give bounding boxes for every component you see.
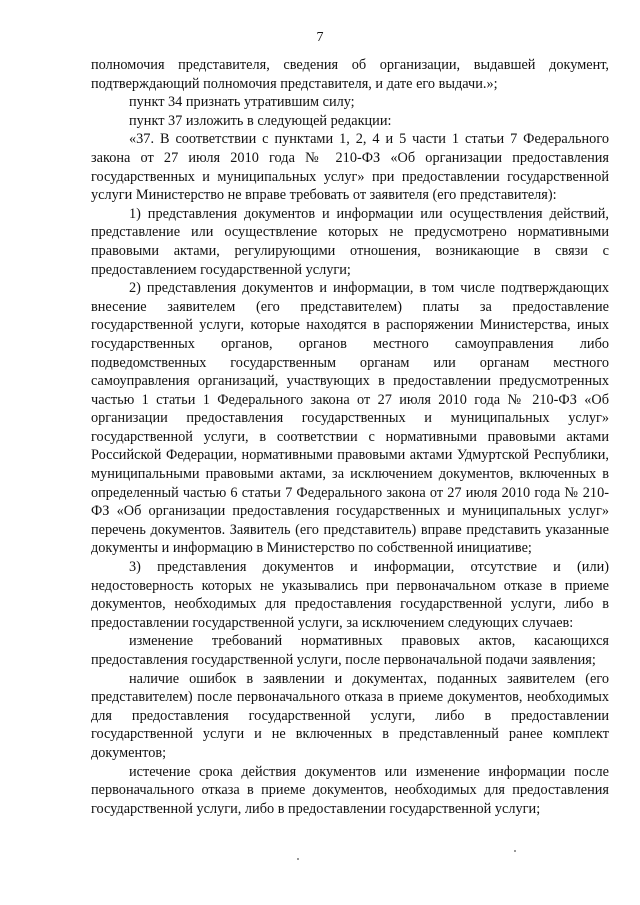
document-body: [91, 56, 609, 818]
paragraph-item-37-intro: пункт 37 изложить в следующей редакции:: [129, 112, 392, 129]
paragraph-case-3: истечение срока действия документов или изменение информации после первоначального отказа в приеме документов, необходимых для предоставления государственной услуги, либо в предоставлении государственной услуги;: [91, 763, 609, 817]
paragraph-case-1: изменение требований нормативных правовых актов, касающихся предоставления государственной услуги, после первоначальной подачи заявления;: [91, 633, 609, 668]
paragraph-clause-37: «37. В соответствии с пунктами 1, 2, 4 и 5 части 1 статьи 7 Федерального закона от 27 июля 2010 года № 210-ФЗ «Об организации предоставления государственных и муниципальных услуг» при предоставлении государственной услуги Министерство не вправе требовать от заявителя (его представителя):: [91, 131, 609, 204]
paragraph-subitem-3: 3) представления документов и информации, отсутствие и (или) недостоверность которых не указывались при первоначальном отказе в приеме документов, необходимых для предоставления государственной услуги, либо в предоставлении государственной услуги, за исключением следующих случаев:: [91, 559, 609, 631]
paragraph-item-34: пункт 34 признать утратившим силу;: [129, 94, 355, 111]
page-number: 7: [316, 30, 324, 45]
paragraph-continuation: полномочия представителя, сведения об организации, выдавшей документ, подтверждающий полномочия представителя, и дате его выдачи.»;: [91, 57, 609, 92]
paragraph-subitem-1: 1) представления документов и информации или осуществления действий, представление или осуществление которых не предусмотрено нормативными правовыми актами, регулирующими отношения, возникающие в связи с предоставлением государственной услуги;: [91, 205, 609, 278]
scan-speck: [297, 858, 299, 860]
paragraph-case-2: наличие ошибок в заявлении и документах, поданных заявителем (его представителем) после первоначального отказа в приеме документов, необходимых для предоставления государственной услуги, либо в предоставлении государственной услуги и не включенных в представленный ранее комплект документов;: [91, 670, 609, 761]
scan-speck: [514, 850, 516, 852]
paragraph-subitem-2: 2) представления документов и информации, в том числе подтверждающих внесение заявителем (его представителем) платы за предоставление государственной услуги, которые находятся в распоряжении Министерства, иных государственных органов, органов местного самоуправления либо подведомственных государственным органам или органам местного самоуправления организаций, участвующих в предоставлении предусмотренных частью 1 статьи 1 Федерального закона от 27 июля 2010 года № 210-ФЗ «Об организации предоставления государственных и муниципальных услуг» государственной услуги, в соответствии с нормативными правовыми актами Российской Федерации, нормативными правовыми актами Удмуртской Республики, муниципальными правовыми актами, за исключением документов, включенных в определенный частью 6 статьи 7 Федерального закона от 27 июля 2010 года № 210-ФЗ «Об организации предоставления государственных и муниципальных услуг» перечень документов. Заявитель (его представитель) вправе представить указанные документы и информацию в Министерство по собственной инициативе;: [91, 280, 609, 557]
